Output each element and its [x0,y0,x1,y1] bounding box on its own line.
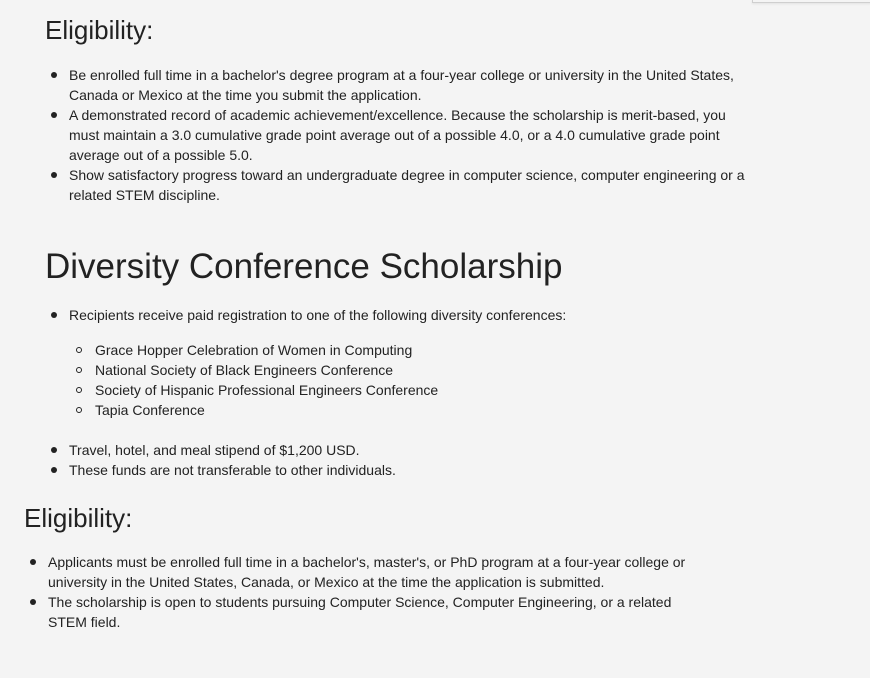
list-item: A demonstrated record of academic achievement/excellence. Because the scholarship is merit-based, you must maintain a 3.0 cumulative grade point average out of a possible 4.0, or a 4.0 cumulative grade point average out of a possible 5.0. [45,105,745,165]
list-item: Recipients receive paid registration to one of the following diversity conferences: [45,305,745,325]
list-item: These funds are not transferable to other individuals. [45,460,745,480]
eligibility-list-1 [45,65,745,205]
diversity-scholarship-title: Diversity Conference Scholarship [45,247,563,286]
conference-item: Grace Hopper Celebration of Women in Computing [71,340,671,360]
conference-item: Society of Hispanic Professional Engineers Conference [71,380,671,400]
list-item: The scholarship is open to students pursuing Computer Science, Computer Engineering, or a related STEM field. [24,592,714,632]
window-corner-frame [752,0,870,3]
list-item: Applicants must be enrolled full time in a bachelor's, master's, or PhD program at a four-year college or university in the United States, Canada, or Mexico at the time the application is submitted. [24,552,714,592]
list-item: Travel, hotel, and meal stipend of $1,200 USD. [45,440,745,460]
list-item: Show satisfactory progress toward an undergraduate degree in computer science, computer engineering or a related STEM discipline. [45,165,745,205]
conference-item: Tapia Conference [71,400,671,420]
diversity-details-list [45,440,745,480]
conference-list [71,340,671,420]
eligibility-heading-2: Eligibility: [24,503,133,533]
diversity-intro-list [45,305,745,325]
eligibility-list-2 [24,552,714,632]
eligibility-heading-1: Eligibility: [45,15,154,45]
list-item: Be enrolled full time in a bachelor's degree program at a four-year college or university in the United States, Canada or Mexico at the time you submit the application. [45,65,745,105]
conference-item: National Society of Black Engineers Conference [71,360,671,380]
